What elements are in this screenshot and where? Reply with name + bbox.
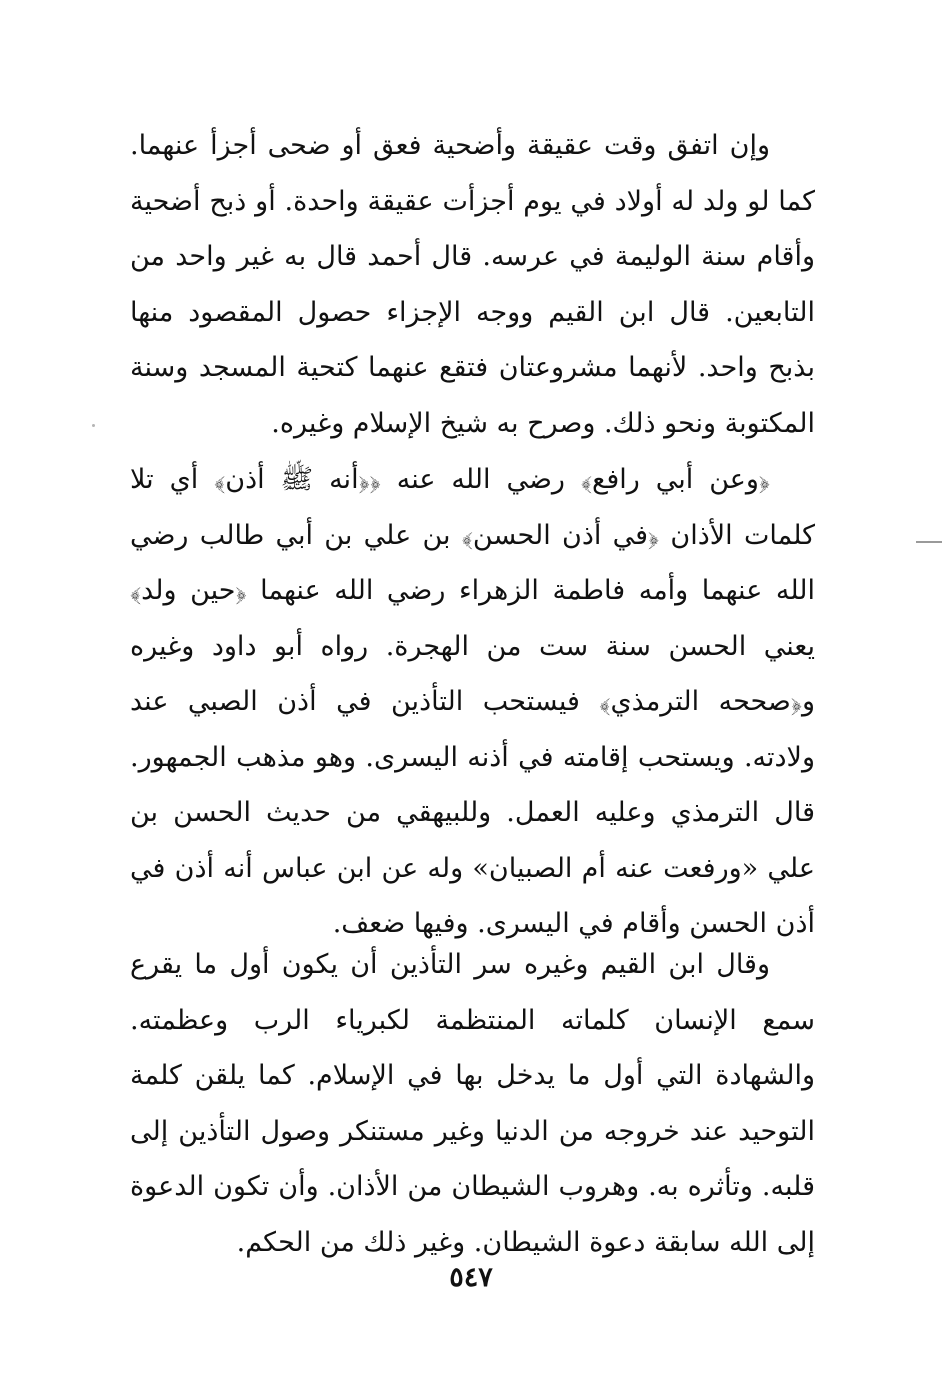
scan-artifact-dot — [92, 424, 95, 427]
paragraph-wisdom-of-adhan — [130, 937, 815, 1270]
paragraph-text: وقال ابن القيم وغيره سر التأذين أن يكون أول ما يقرع سمع الإنسان كلماته المنتظمة لكبرياء الرب وعظمته. والشهادة التي أول ما يدخل بها في الإسلام. كما يلقن كلمة التوحيد عند خروجه من الدنيا وغير مستنكر وصول التأذين إلى قلبه. وتأثره به. وهروب الشيطان من الأذان. وأن تكون الدعوة إلى الله سابقة دعوة الشيطان. وغير ذلك من الحكم. — [130, 949, 815, 1258]
paragraph-text: ﴿وعن أبي رافع﴾ رضي الله عنه ﴿﴿أنه ﷺ أذن﴾ أي تلا كلمات الأذان ﴿في أذن الحسن﴾ بن علي بن أبي طالب رضي الله عنهما وأمه فاطمة الزهراء رضي الله عنهما ﴿حين ولد﴾ يعني الحسن سنة ست من الهجرة. رواه أبو داود وغيره و﴿صححه الترمذي﴾ فيستحب التأذين في أذن الصبي عند ولادته. ويستحب إقامته في أذنه اليسرى. وهو مذهب الجمهور. قال الترمذي وعليه العمل. وللبيهقي من حديث الحسن بن علي «ورفعت عنه أم الصبيان» وله عن ابن عباس أنه أذن في أذن الحسن وأقام في اليسرى. وفيها ضعف. — [130, 464, 815, 939]
paragraph-adhan-hadith — [130, 452, 815, 952]
paragraph-aqiqa-udhiya — [130, 118, 815, 451]
page-number: ٥٤٧ — [449, 1262, 493, 1293]
scan-artifact-line — [916, 541, 942, 543]
paragraph-text: وإن اتفق وقت عقيقة وأضحية فعق أو ضحى أجزأ عنهما. كما لو ولد له أولاد في يوم أجزأت عقيقة واحدة. أو ذبح أضحية وأقام سنة الوليمة في عرسه. قال أحمد قال به غير واحد من التابعين. قال ابن القيم ووجه الإجزاء حصول المقصود منها بذبح واحد. لأنهما مشروعتان فتقع عنهما كتحية المسجد وسنة المكتوبة ونحو ذلك. وصرح به شيخ الإسلام وغيره. — [130, 130, 815, 439]
